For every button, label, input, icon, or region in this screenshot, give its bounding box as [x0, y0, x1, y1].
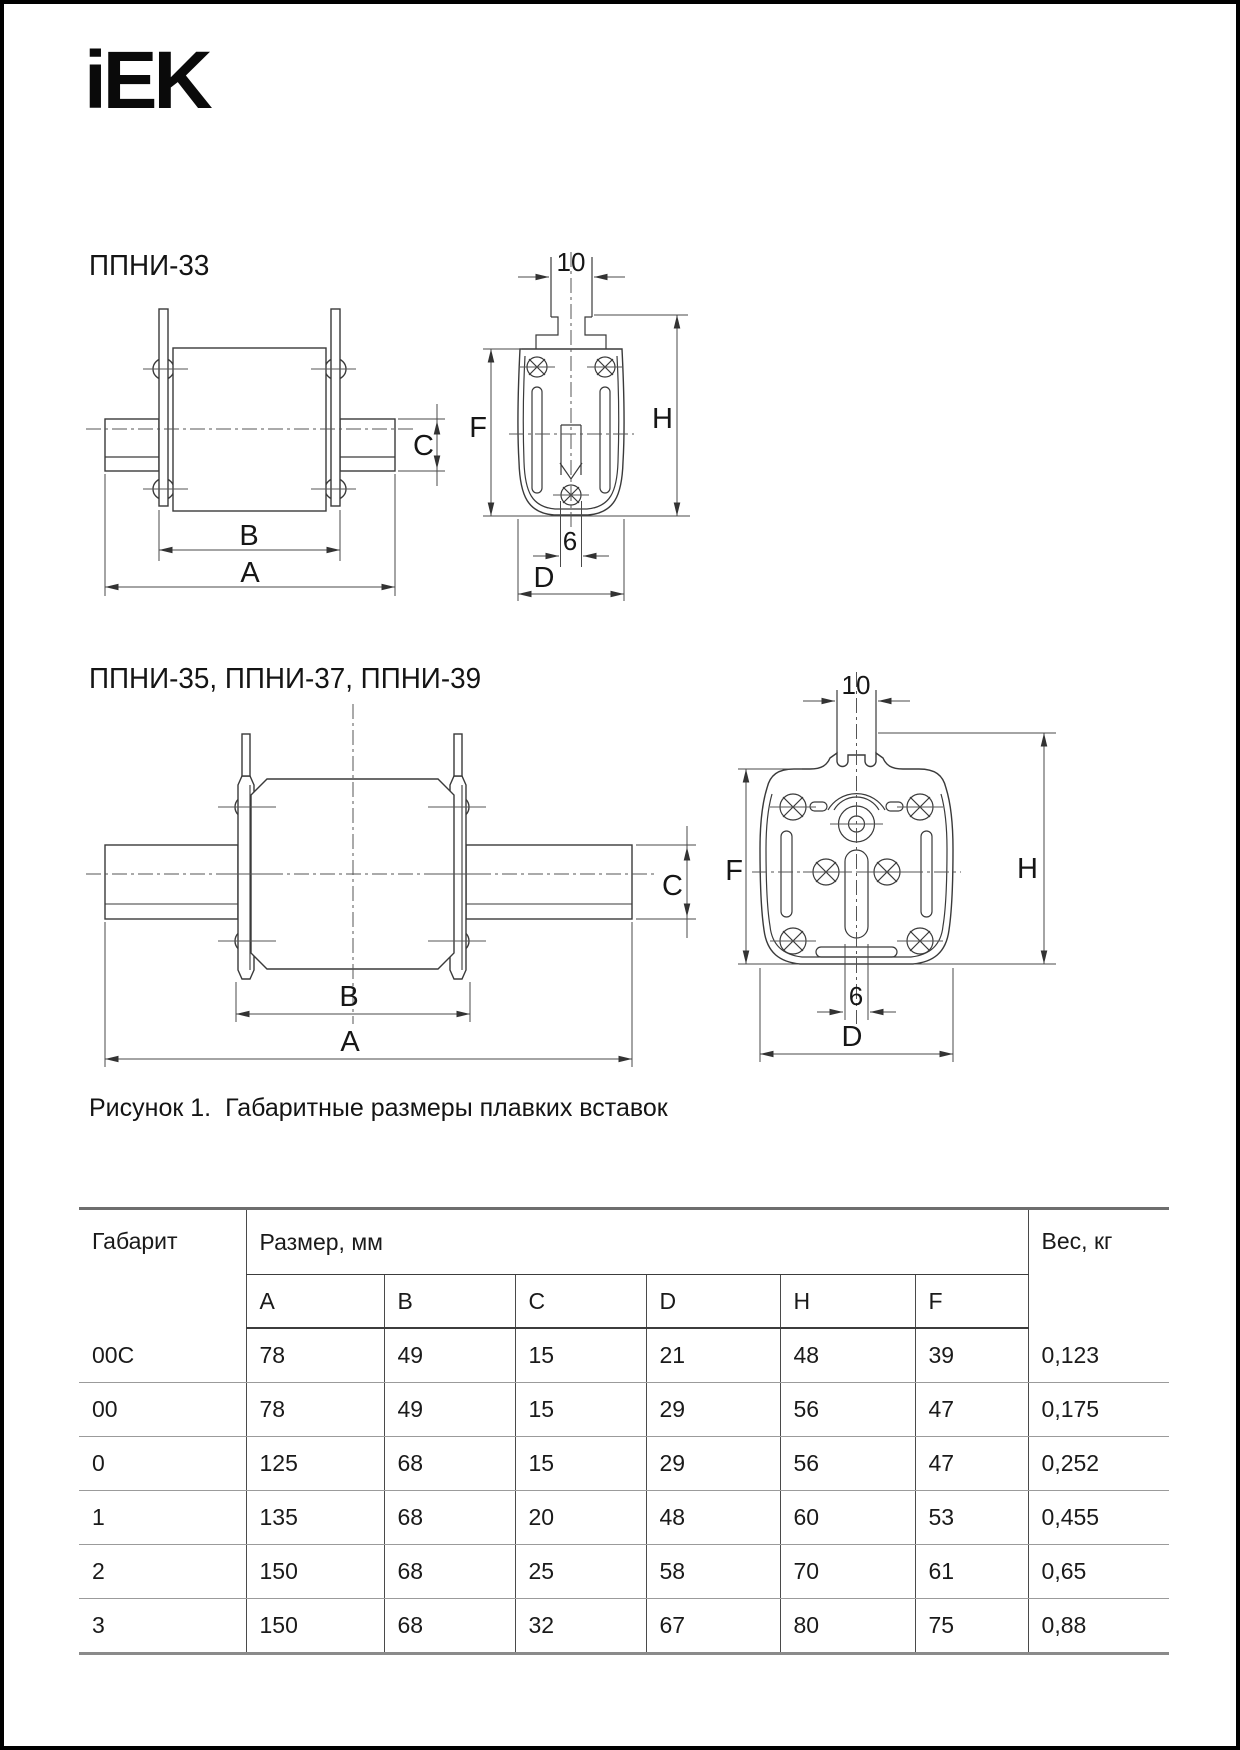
cell-d: 48 [646, 1491, 780, 1545]
cell-a: 78 [246, 1383, 384, 1437]
figure-caption-number: Рисунок 1. [89, 1094, 212, 1122]
dim-label-f: F [469, 412, 487, 444]
dim-label-c: C [413, 430, 434, 462]
cell-f: 47 [915, 1437, 1028, 1491]
dim-label-d: D [533, 562, 555, 594]
cell-gabarit: 2 [79, 1545, 246, 1599]
figure-caption-text: Габаритные размеры плавких вставок [225, 1094, 668, 1122]
cell-b: 68 [384, 1491, 515, 1545]
col-header-gabarit: Габарит [92, 1228, 178, 1254]
cell-d: 21 [646, 1328, 780, 1383]
cell-f: 53 [915, 1491, 1028, 1545]
cell-b: 68 [384, 1599, 515, 1654]
col-header-h: H [780, 1275, 915, 1329]
dim-label-b: B [339, 981, 359, 1013]
cell-d: 67 [646, 1599, 780, 1654]
table-row [79, 1599, 1169, 1654]
dim-label-10: 10 [556, 247, 586, 277]
cell-a: 150 [246, 1545, 384, 1599]
dim-label-10: 10 [841, 670, 871, 700]
col-header-b: B [384, 1275, 515, 1329]
dim-label-h: H [1017, 853, 1038, 885]
table-header-row [79, 1209, 1169, 1275]
cell-a: 135 [246, 1491, 384, 1545]
cell-b: 49 [384, 1328, 515, 1383]
col-group-header-size: Размер, мм [246, 1209, 1028, 1275]
section-label-ppni-35-37-39: ППНИ-35, ППНИ-37, ППНИ-39 [89, 663, 482, 695]
cell-h: 56 [780, 1437, 915, 1491]
cell-b: 68 [384, 1437, 515, 1491]
iek-logo: iEK [84, 35, 209, 126]
cell-weight: 0,88 [1028, 1599, 1169, 1654]
cell-c: 32 [515, 1599, 646, 1654]
col-header-d: D [646, 1275, 780, 1329]
cell-c: 15 [515, 1328, 646, 1383]
dim-label-b: B [239, 520, 259, 552]
cell-f: 39 [915, 1328, 1028, 1383]
figure-caption [89, 1094, 682, 1123]
dimensions-table [79, 1207, 1169, 1655]
dim-label-a: A [340, 1026, 360, 1058]
col-header-f: F [915, 1275, 1028, 1329]
cell-weight: 0,455 [1028, 1491, 1169, 1545]
dim-label-a: A [240, 557, 260, 589]
table-row [79, 1328, 1169, 1383]
cell-c: 20 [515, 1491, 646, 1545]
cell-f: 75 [915, 1599, 1028, 1654]
cell-b: 49 [384, 1383, 515, 1437]
cell-h: 48 [780, 1328, 915, 1383]
dim-label-d: D [841, 1021, 863, 1053]
cell-d: 58 [646, 1545, 780, 1599]
cell-f: 47 [915, 1383, 1028, 1437]
dim-label-6: 6 [848, 981, 864, 1011]
front-view [105, 734, 632, 979]
cell-weight: 0,123 [1028, 1328, 1169, 1383]
col-header-a: A [246, 1275, 384, 1329]
cell-a: 150 [246, 1599, 384, 1654]
cell-c: 15 [515, 1437, 646, 1491]
dimension-drawing-ppni-35-37-39 [74, 644, 1134, 1074]
cell-weight: 0,252 [1028, 1437, 1169, 1491]
cell-gabarit: 00C [79, 1328, 246, 1383]
dimension-drawing-ppni-33 [74, 219, 714, 609]
section-label-ppni-33: ППНИ-33 [89, 250, 210, 282]
cell-c: 25 [515, 1545, 646, 1599]
cell-a: 125 [246, 1437, 384, 1491]
cell-gabarit: 3 [92, 1612, 105, 1638]
table-row [79, 1383, 1169, 1437]
front-view [105, 309, 395, 511]
cell-gabarit: 0 [79, 1437, 246, 1491]
col-header-c: C [515, 1275, 646, 1329]
cell-gabarit: 00 [79, 1383, 246, 1437]
cell-weight: 0,65 [1028, 1545, 1169, 1599]
cell-weight: 0,175 [1028, 1383, 1169, 1437]
dim-label-6: 6 [562, 526, 578, 556]
col-header-weight: Вес, кг [1028, 1209, 1169, 1329]
cell-f: 61 [915, 1545, 1028, 1599]
cell-c: 15 [515, 1383, 646, 1437]
table-row [79, 1545, 1169, 1599]
dim-label-f: F [725, 855, 743, 887]
cell-d: 29 [646, 1383, 780, 1437]
cell-h: 80 [780, 1599, 915, 1654]
cell-h: 60 [780, 1491, 915, 1545]
cell-b: 68 [384, 1545, 515, 1599]
cell-d: 29 [646, 1437, 780, 1491]
dim-label-c: C [662, 870, 683, 902]
cell-h: 70 [780, 1545, 915, 1599]
table-row [79, 1437, 1169, 1491]
table-row [79, 1491, 1169, 1545]
dim-label-h: H [652, 403, 673, 435]
cell-gabarit: 1 [79, 1491, 246, 1545]
cell-a: 78 [246, 1328, 384, 1383]
cell-h: 56 [780, 1383, 915, 1437]
